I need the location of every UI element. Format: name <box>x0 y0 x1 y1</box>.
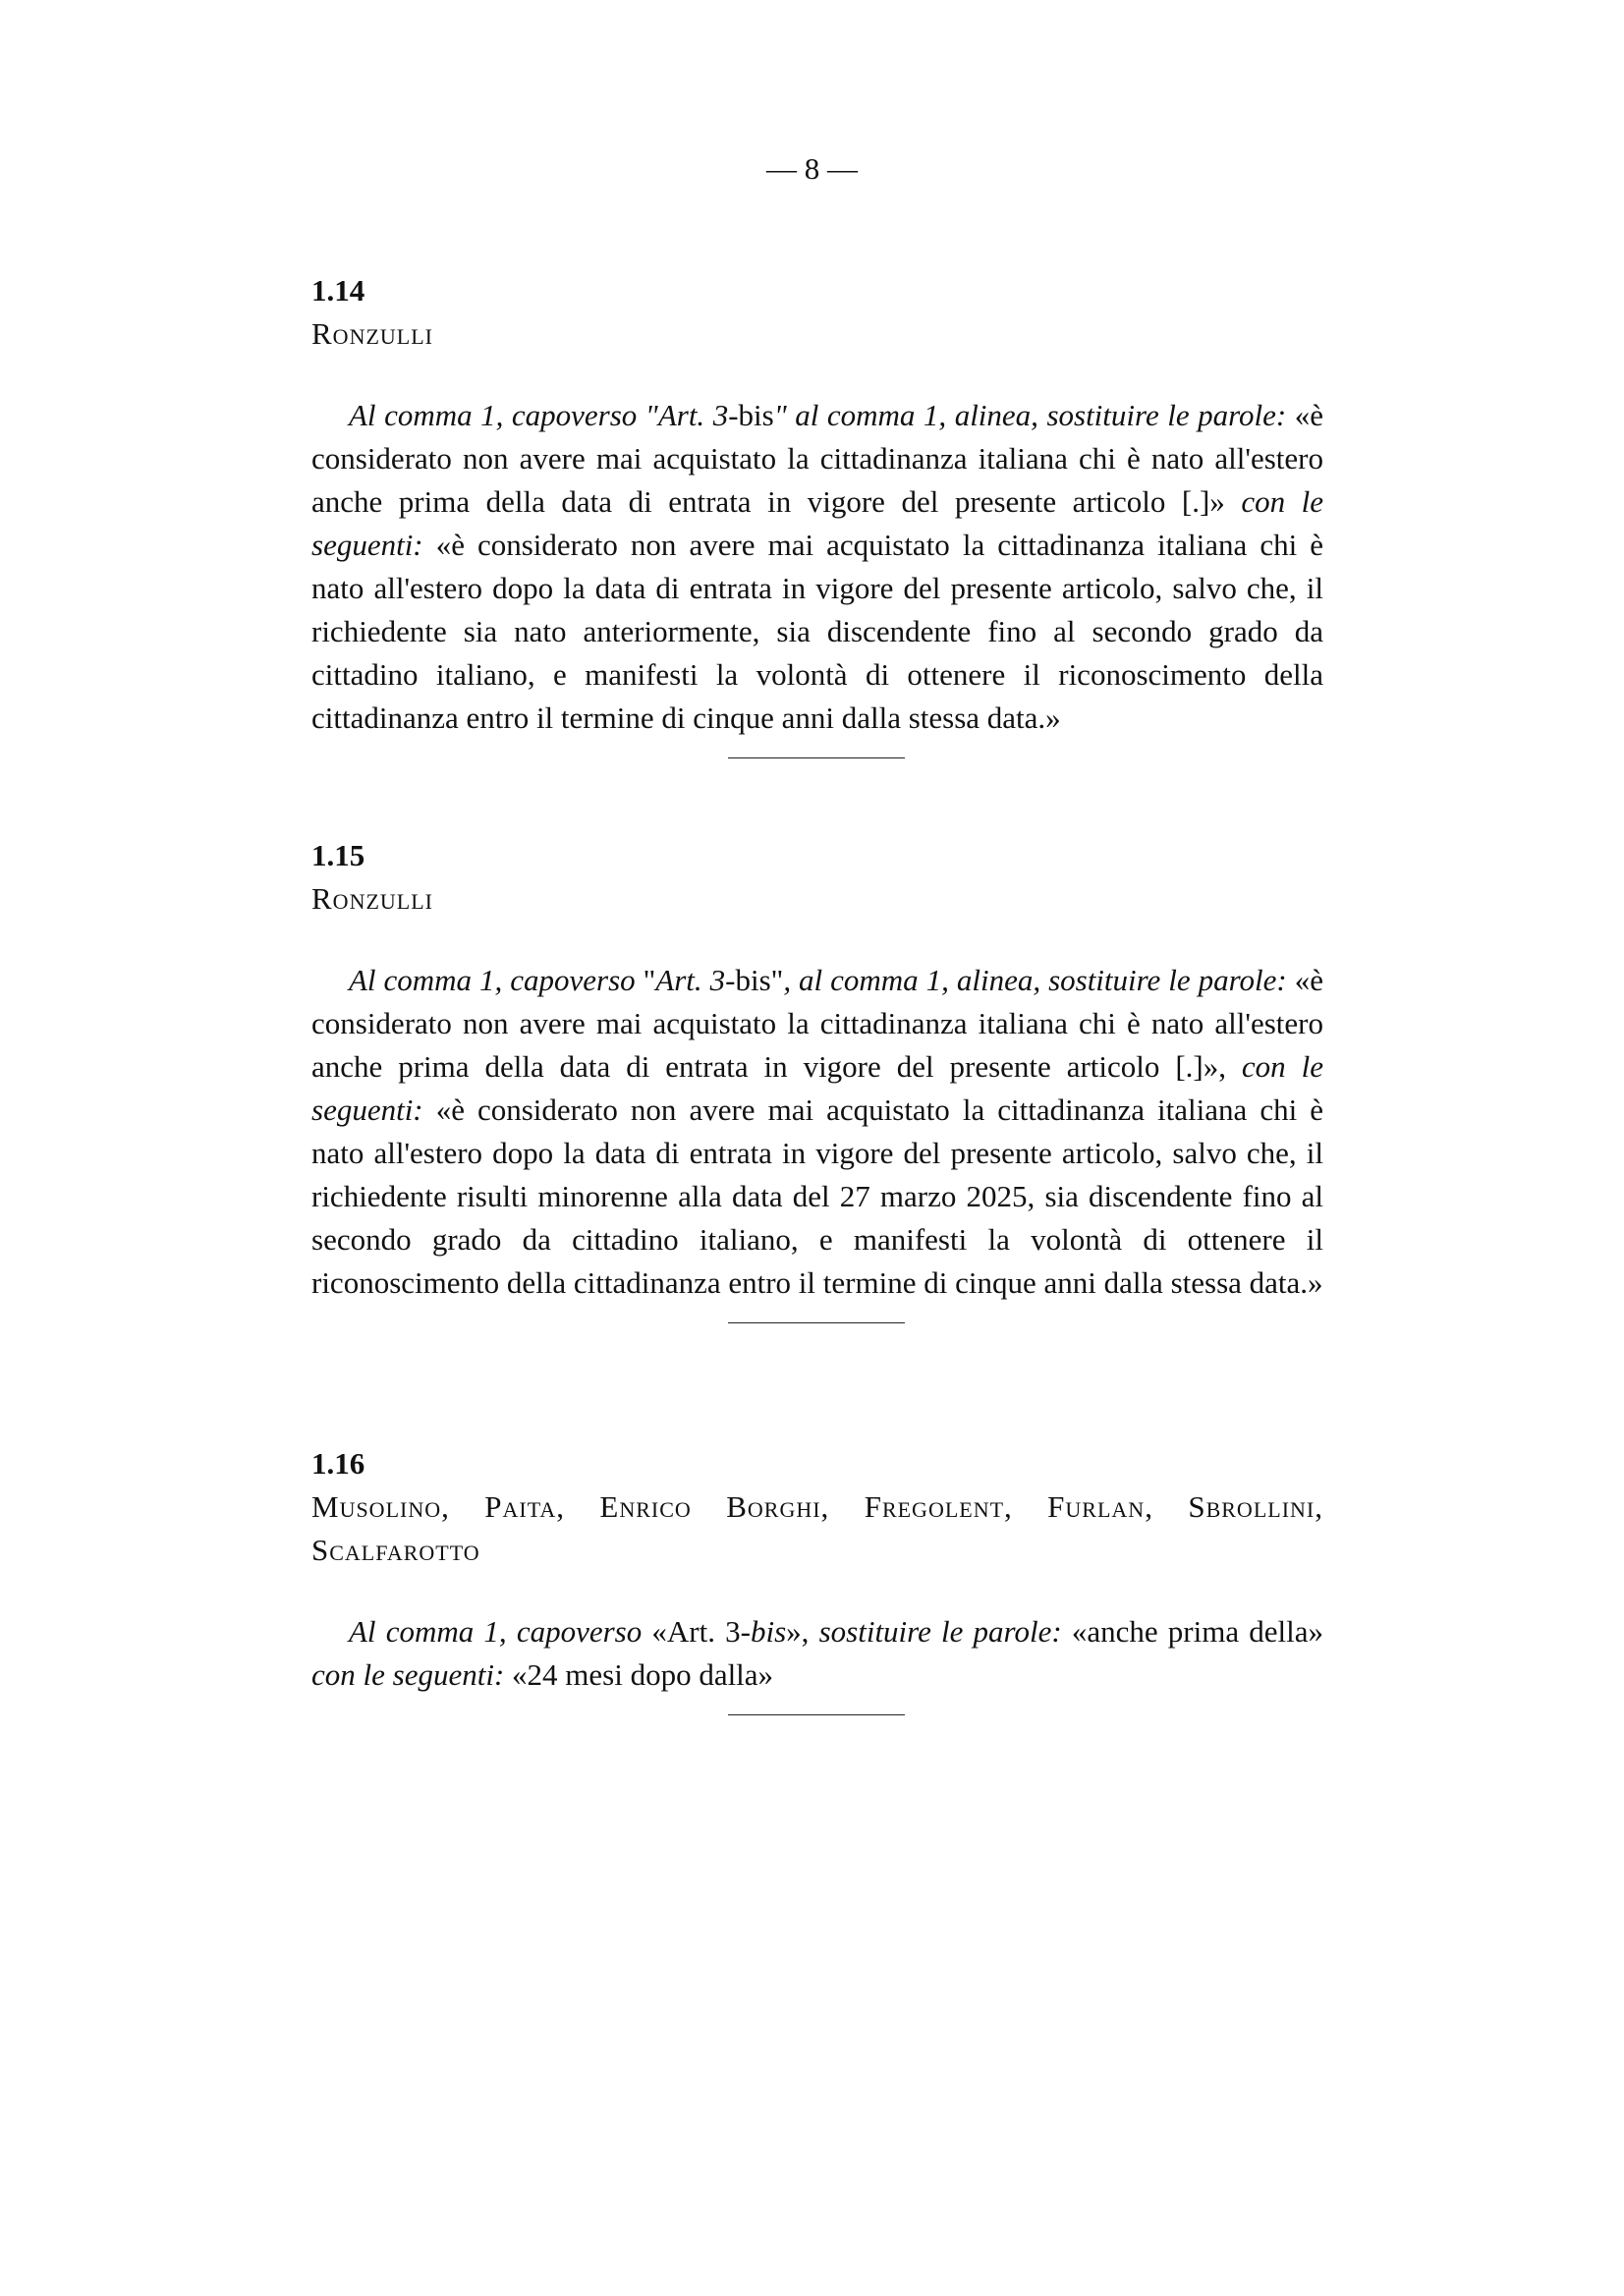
amendment-number: 1.15 <box>311 838 365 872</box>
italic-instruction-text: Al comma 1, capoverso <box>349 963 644 997</box>
amendment-text <box>311 394 1323 740</box>
quoted-text: «anche prima della» <box>1071 1614 1323 1649</box>
italic-instruction-text: , al comma 1, alinea, sostituire le parole: <box>783 963 1295 997</box>
italic-instruction-text: Al comma 1, capoverso "Art. 3- <box>349 398 739 432</box>
amendment-authors: Musolino, Paita, Enrico Borghi, Fregolent, Furlan, Sbrollini, Scalfarotto <box>311 1489 1323 1567</box>
section-separator <box>728 1714 905 1715</box>
italic-instruction-text: Art. 3- <box>655 963 736 997</box>
italic-instruction-text: " al comma 1, alinea, sostituire le parole: <box>773 398 1295 432</box>
amendment-number: 1.14 <box>311 273 365 308</box>
section-separator <box>728 1322 905 1323</box>
amendment-number: 1.16 <box>311 1446 365 1481</box>
quoted-text: bis" <box>735 963 784 997</box>
amendment-authors: Ronzulli <box>311 881 433 916</box>
quoted-text: «è considerato non avere mai acquistato la cittadinanza italiana chi è nato all'estero anche prima della data di entrata in vigore del presente articolo [.]», <box>311 963 1323 1084</box>
quoted-text: «24 mesi dopo dalla» <box>512 1657 774 1692</box>
section-separator <box>728 757 905 758</box>
amendment-1-15 <box>311 834 1323 1323</box>
quoted-text: «è considerato non avere mai acquistato la cittadinanza italiana chi è nato all'estero dopo la data di entrata in vigore del presente articolo, salvo che, il richiedente sia nato anteriormente, sia discendente fino al secondo grado da cittadino italiano, e manifesti la volontà di ottenere il riconoscimento della cittadinanza entro il termine di cinque anni dalla stessa data.» <box>311 528 1323 735</box>
italic-instruction-text: con le seguenti: <box>311 1657 513 1692</box>
quoted-text: «è considerato non avere mai acquistato la cittadinanza italiana chi è nato all'estero dopo la data di entrata in vigore del presente articolo, salvo che, il richiedente risulti minorenne alla data del 27 marzo 2025, sia discendente fino al secondo grado da cittadino italiano, e manifesti la volontà di ottenere il riconoscimento della cittadinanza entro il termine di cinque anni dalla stessa data.» <box>311 1092 1323 1300</box>
quoted-text: «è considerato non avere mai acquistato la cittadinanza italiana chi è nato all'estero anche prima della data di entrata in vigore del presente articolo [.]» <box>311 398 1323 519</box>
italic-instruction-text: Al comma 1, capoverso <box>349 1614 652 1649</box>
italic-instruction-text: sostituire le parole: <box>818 1614 1072 1649</box>
amendment-authors: Ronzulli <box>311 316 433 351</box>
quoted-text: " <box>643 963 656 997</box>
amendment-text <box>311 1610 1323 1697</box>
page-number: — 8 — <box>766 151 858 186</box>
italic-instruction-text: bis <box>750 1614 787 1649</box>
amendment-1-14 <box>311 269 1323 758</box>
quoted-text: », <box>786 1614 819 1649</box>
amendment-1-16 <box>311 1442 1323 1715</box>
italic-instruction-text: con le seguenti: <box>311 484 1323 562</box>
italic-instruction-text: con le seguenti: <box>311 1049 1323 1127</box>
quoted-text: «Art. 3- <box>651 1614 751 1649</box>
quoted-text: bis <box>738 398 774 432</box>
amendment-text <box>311 959 1323 1305</box>
